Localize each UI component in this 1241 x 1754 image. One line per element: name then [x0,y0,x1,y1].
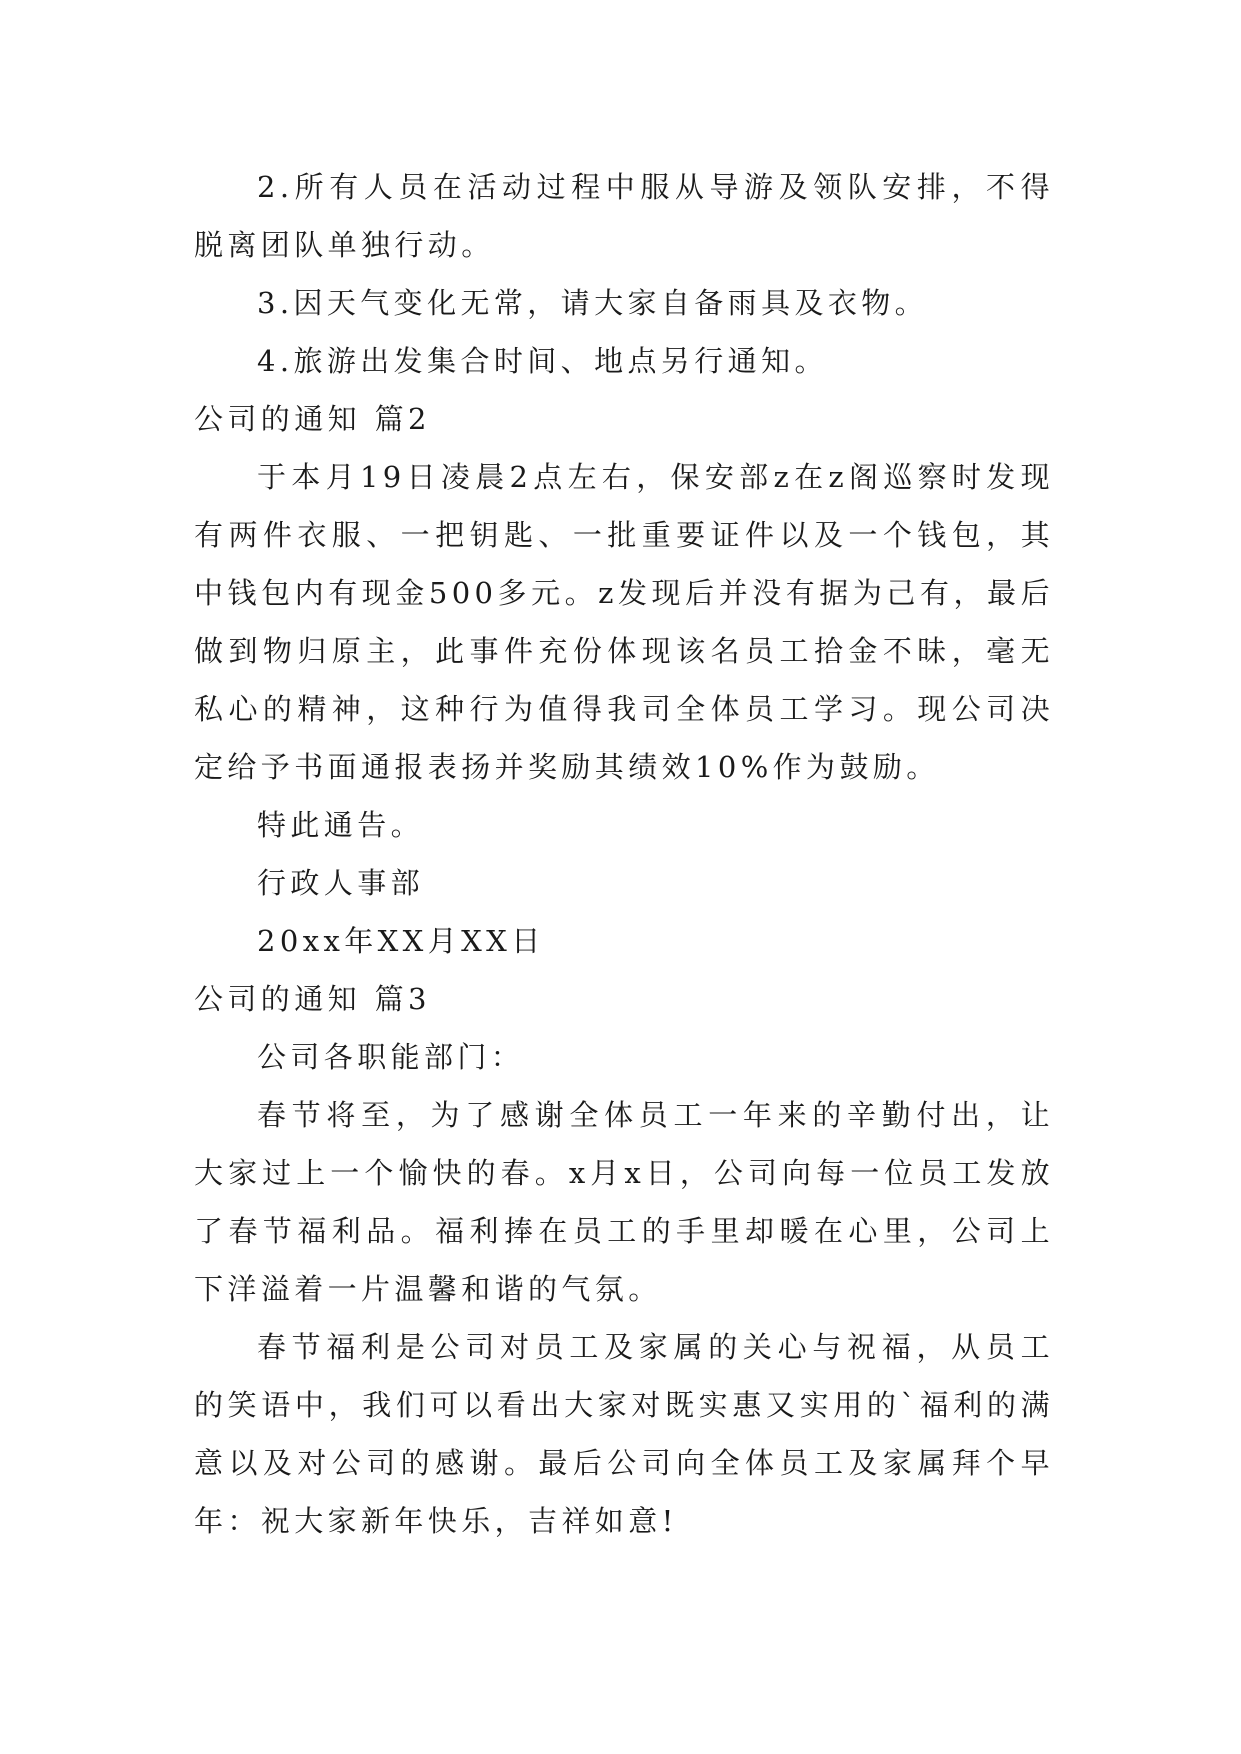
paragraph-rule-4: 4.旅游出发集合时间、地点另行通知。 [257,344,828,378]
paragraph-rule-2: 2.所有人员在活动过程中服从导游及领队安排，不得脱离团队单独行动。 [194,170,1054,262]
paragraph-commendation: 于本月19日凌晨2点左右，保安部z在z阁巡察时发现有两件衣服、一把钥匙、一批重要证件以及一个钱包，其中钱包内有现金500多元。z发现后并没有据为己有，最后做到物归原主，此事件充份体现该名员工拾金不昧，毫无私心的精神，这种行为值得我司全体员工学习。现公司决定给予书面通报表扬并奖励其绩效10%作为鼓励。 [194,460,1054,784]
paragraph-spring-festival: 春节将至，为了感谢全体员工一年来的辛勤付出，让大家过上一个愉快的春。x月x日，公司向每一位员工发放了春节福利品。福利捧在员工的手里却暖在心里，公司上下洋溢着一片温馨和谐的气氛。 [194,1098,1054,1306]
section-title-3: 公司的通知 篇3 [194,982,431,1016]
document-body [194,158,1054,1550]
paragraph-notice-closing: 特此通告。 [257,808,425,842]
paragraph-festival-wishes: 春节福利是公司对员工及家属的关心与祝福，从员工的笑语中，我们可以看出大家对既实惠又实用的`福利的满意以及对公司的感谢。最后公司向全体员工及家属拜个早年：祝大家新年快乐，吉祥如意! [194,1330,1054,1538]
paragraph-rule-3: 3.因天气变化无常，请大家自备雨具及衣物。 [257,286,929,320]
section-title-2: 公司的通知 篇2 [194,402,431,436]
paragraph-salutation: 公司各职能部门： [257,1040,525,1074]
paragraph-department-signature: 行政人事部 [257,866,425,900]
paragraph-date: 20xx年XX月XX日 [257,924,545,958]
